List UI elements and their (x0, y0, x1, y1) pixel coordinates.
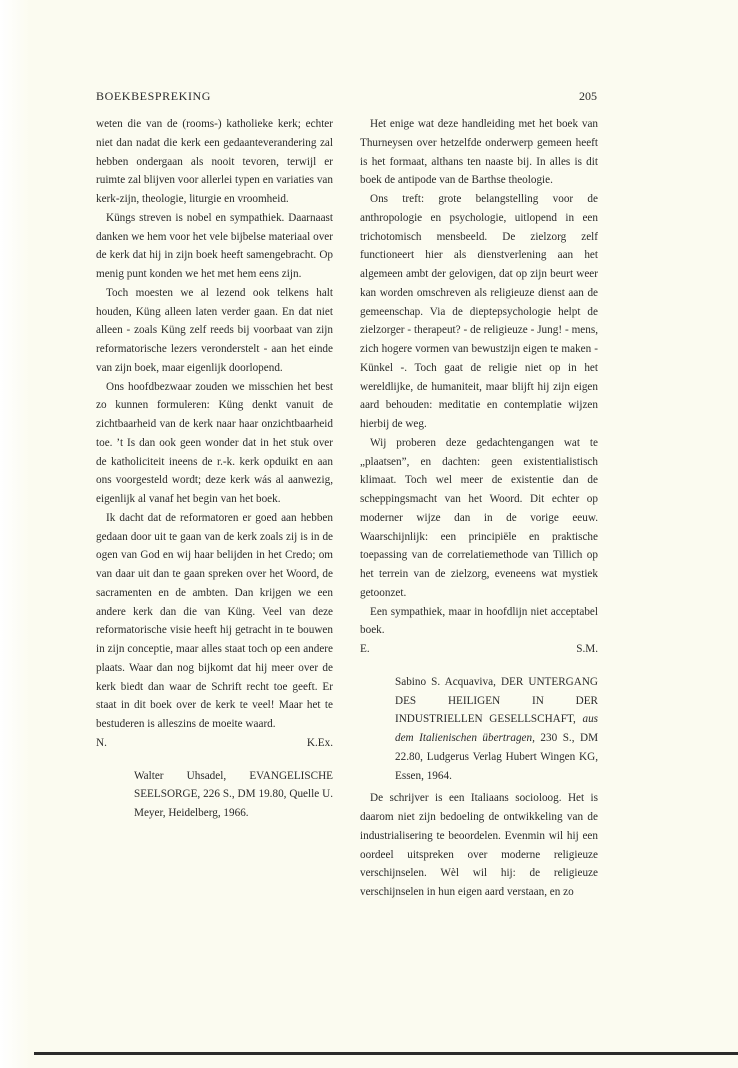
book-author: Walter Uhsadel, (134, 769, 227, 782)
paragraph: Een sympathiek, maar in hoofdlijn niet acceptabel boek. (360, 605, 598, 637)
review-signature (360, 640, 598, 659)
signature-author: S.M. (576, 643, 598, 655)
paragraph: Het enige wat deze handleiding met het boek van Thurneysen over hetzelfde onderwerp gemeen heeft is het formaat, althans ten naaste bij. In alles is dit boek de antipode van de Barthse theologie. (360, 118, 598, 187)
paragraph: Ik dacht dat de reformatoren er goed aan hebben gedaan door uit te gaan van de kerk zoals zij is in de ogen van God en wij haar belijden in het Credo; om van daar uit dan te gaan spreken over het Woord, de sacramenten en de ambten. Dan krijgen we een andere kerk dan die van Küng. Veel van deze reformatorische visie heeft hij getracht in te bouwen in zijn conceptie, maar alles staat toch op een andere plaats. Waar dan nog bijkomt dat hij meer over de kerk biedt dan waar de Schrift recht toe geeft. Er staat in dit boek over de kerk te veel! Maar het te bestuderen is alleszins de moeite waard. (96, 511, 333, 730)
paragraph: De schrijver is een Italiaans socioloog. Het is daarom niet zijn bedoeling de ontwikkeling van de industrialisering te beoordelen. Evenmin wil hij een oordeel uitspreken over moderne religieuze verschijnselen. Wèl wil hij: de religieuze verschijnselen in hun eigen aard verstaan, en zo (360, 792, 598, 898)
right-column (360, 115, 598, 902)
book-author: Sabino S. Acquaviva, (395, 675, 496, 688)
signature-initial: E. (360, 643, 370, 655)
book-title: DER UNTERGANG DES HEILIGEN IN DER INDUSTRIELLEN GESELLSCHAFT, (395, 675, 599, 726)
signature-initial: N. (96, 736, 107, 749)
scan-edge (0, 0, 30, 1068)
page-number: 205 (579, 89, 597, 103)
book-details: 230 S., DM 22.80, Ludgerus Verlag Hubert Wingen KG, Essen, 1964. (395, 732, 599, 782)
book-title: EVANGELISCHE SEELSORGE, (134, 769, 334, 801)
book-translation-note: aus dem Italienischen übertragen, (395, 713, 599, 744)
paragraph: Küngs streven is nobel en sympathiek. Daarnaast danken we hem voor het vele bijbelse materiaal over de kerk dat hij in zijn boek heeft samengebracht. Op menig punt konden we het met hem eens zijn. (96, 211, 333, 280)
running-head: BOEKBESPREKING (96, 89, 212, 103)
signature-author: K.Ex. (306, 736, 333, 749)
paragraph: Wij proberen deze gedachtengangen wat te „plaatsen”, en dachten: geen existentialistisch klimaat. Toch wel meer de existentie dan de scheppingsmacht van het Woord. Dit echter op moderner wijze dan in de vorige eeuw. Waarschijnlijk: een principiële en praktische toepassing van de correlatiemethode van Tillich op het terrein van de zielzorg, eveneens wat mystiek getoonzet. (360, 436, 598, 599)
book-citation (395, 673, 598, 786)
book-citation (134, 767, 333, 823)
paragraph: Ons hoofdbezwaar zouden we misschien het best zo kunnen formuleren: Küng denkt vanuit de zichtbaarheid van de kerk naar haar onzichtbaarheid toe. ’t Is dan ook geen wonder dat in het stuk over de katholiciteit ineens de r.-k. kerk opduikt en aan ons voorgesteld wordt; deze kerk wás al aanwezig, eigenlijk al vanaf het begin van het boek. (96, 380, 333, 505)
book-details: 226 S., DM 19.80, Quelle U. Meyer, Heidelberg, 1966. (134, 788, 333, 819)
paragraph: Toch moesten we al lezend ook telkens halt houden, Küng alleen laten verder gaan. En dat niet alleen - zoals Küng zelf reeds bij voorbaat van zijn reformatorische lezers veronderstelt - aan het einde van zijn boek, maar eigenlijk doorlopend. (96, 286, 333, 374)
paragraph: weten die van de (rooms-) katholieke kerk; echter niet dan nadat die kerk een gedaanteverandering zal hebben ondergaan als nooit tevoren, terwijl er ruimte zal blijven voor allerlei typen en variaties van kerk-zijn, theologie, liturgie en vroomheid. (96, 118, 333, 205)
bottom-edge-rule (34, 1052, 738, 1055)
paragraph: Ons treft: grote belangstelling voor de anthropologie en psychologie, uitlopend in een trichotomisch mensbeeld. De zielzorg zelf functioneert hier als dienstverlening aan het algemeen ambt der gelovigen, dat op zijn beurt weer kan worden omschreven als religieuze dienst aan de gemeenschap. Via de dieptepsychologie helpt de zielzorger - therapeut? - de religieuze - Jung! - mens, zich hogere vormen van bewustzijn eigen te maken - Künkel -. Toch gaat de religie niet op in het wereldlijke, de humaniteit, maar blijft hij zijn eigen aard behouden: meditatie en contemplatie wijzen hierbij de weg. (360, 193, 598, 430)
left-column (96, 115, 333, 835)
review-signature (96, 734, 333, 753)
